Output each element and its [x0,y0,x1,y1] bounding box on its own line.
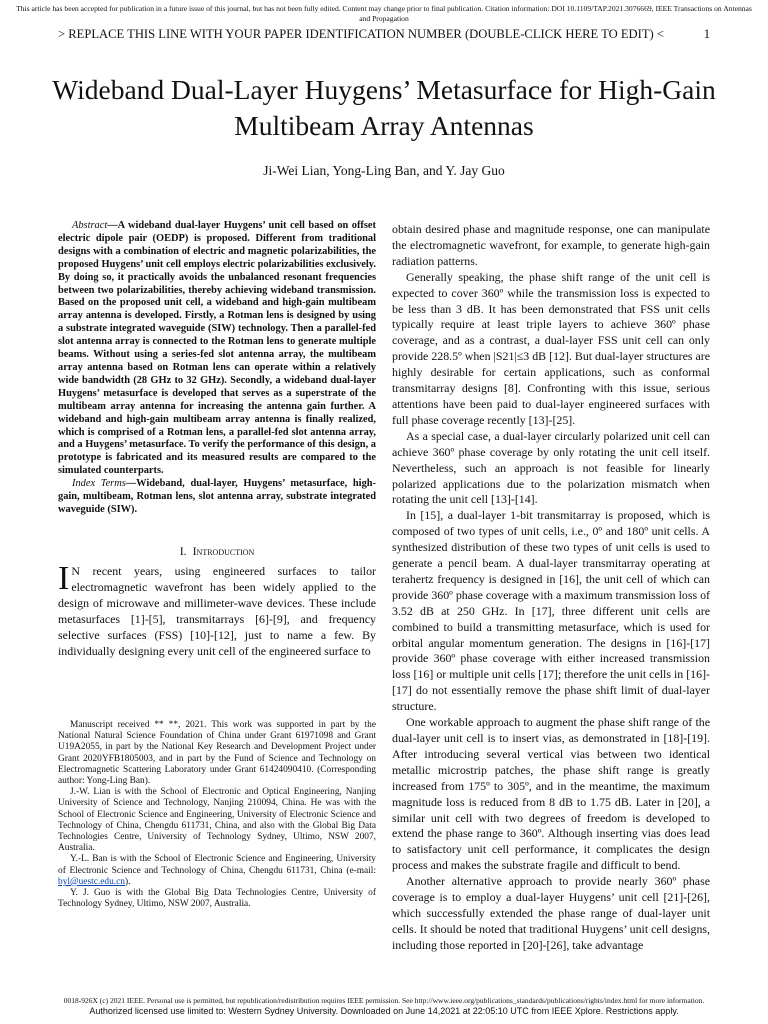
intro-paragraph [58,560,376,659]
footnote-lian: J.-W. Lian is with the School of Electronic and Optical Engineering, Nanjing University of Science and Technology, Nanjing 210094, China. He was with the School of Electronic Science and Engineering, University of Electronic Science and Technology of China, Chengdu 611731, China, and also with the Global Big Data Technologies Centre, University of Technology Sydney, Ultimo, NSW 2007, Australia. [58,787,376,854]
footnote-manuscript: Manuscript received ** **, 2021. This work was supported in part by the National Natural Science Foundation of China under Grant 61971098 and Grant U19A2055, in part by the National Key Research and Development Project under Grant 2020YFB1805003, and in part by the Fund of Science and Technology on Electromagnetic Scattering Laboratory under Grant 61424090410. (Corresponding author: Yong-Ling Ban). [58,720,376,787]
header-text: > REPLACE THIS LINE WITH YOUR PAPER IDENTIFICATION NUMBER (DOUBLE-CLICK HERE TO EDIT) < [58,27,664,41]
footnote-ban-text: Y.-L. Ban is with the School of Electronic Science and Engineering, University of Electronic Science and Technology of China, Chengdu 611731, China (e-mail: [58,854,376,876]
authorized-use-notice: Authorized licensed use limited to: Western Sydney University. Downloaded on June 14,2021 at 22:05:10 UTC from IEEE Xplore. Restrictions apply. [89,1006,679,1016]
abstract-text: —A wideband dual-layer Huygens’ unit cell based on offset electric dipole pair (OEDP) is proposed. Different from traditional designs with a combination of electric and magnetic polarizabilities, the proposed Huygens’ unit cell employs electric polarizabilities exclusively. By doing so, it practically avoids the unbalanced resonant frequencies between two polarizabilities, thereby achieving wideband transmission. Based on the proposed unit cell, a wideband and high-gain multibeam array antenna is developed. Firstly, a Rotman lens is designed by using a substrate integrated waveguide (SIW) technology. Then a parallel-fed slot antenna array is connected to the Rotman lens to generate multiple beams. Without using a series-fed slot antenna array, the multibeam array antenna based on Rotman lens can operate within a relatively wide bandwidth (28 GHz to 32 GHz). Secondly, a wideband dual-layer Huygens’ metasurface is developed that serves as a superstrate of the multibeam array antenna for increasing the antenna gain further. A wideband and high-gain multibeam array antenna is finally realized, which is comprised of a Rotman lens, a parallel-fed slot antenna array, and a Huygens’ metasurface. To verify the performance of this design, a prototype is fabricated and its measured results are compared to the simulated counterparts. [58,220,376,477]
copyright-notice: 0018-926X (c) 2021 IEEE. Personal use is permitted, but republication/redistribution requires IEEE permission. See http://www.ieee.org/publications_standards/publications/rights/index.html for more information. [63,996,705,1005]
body-paragraph: obtain desired phase and magnitude response, one can manipulate the electromagnetic wavefront, for example, to generate high-gain radiation patterns. [392,222,710,268]
drop-cap: I [58,560,70,598]
body-paragraph: Another alternative approach to provide nearly 360º phase coverage is to employ a dual-layer Huygens’ unit cell [21]-[26], which successfully extended the phase range of dual-layer unit cells. It should be noted that traditional Huygens’ unit cell designs, including those reported in [20]-[26], take advantage [392,874,710,952]
body-paragraph: As a special case, a dual-layer circularly polarized unit cell can achieve 360º phase coverage by only rotating the unit cell itself. Nevertheless, such an approach is not feasible for linearly polarized applications due to the polarization mismatch when rotating the unit cell [13]-[14]. [392,428,710,507]
running-header [58,27,710,42]
index-terms-label: Index Terms [72,478,126,490]
footnote-ban-tail: ). [124,876,131,887]
footnotes [58,720,376,910]
left-column [58,220,376,660]
intro-text: N recent years, using engineered surfaces to tailor electromagnetic wavefront has been widely applied to the design of microwave and millimeter-wave devices. These include metasurfaces [1]-[5], transmitarrays [6]-[9], and frequency selective surfaces (FSS) [10]-[12], just to name a few. By individually designing every unit cell of the engineered surface to [58,564,376,658]
body-paragraph: Generally speaking, the phase shift range of the unit cell is expected to cover 360º while the transmission loss is expected to be less than 3 dB. It has been demonstrated that FSS unit cells typically require at least triple layers to achieve 360º phase coverage, and as a contrast, a dual-layer FSS unit cell can only provide 228.5º when |S21|≤3 dB [12]. But dual-layer structures are highly desirable for certain applications, such as conformal transmitarray designs [8]. Confronting with this issue, serious attentions have been paid to dual-layer engineered surfaces with full phase coverage recently [13]-[25]. [392,269,710,427]
index-terms [58,478,376,517]
author-list: Ji-Wei Lian, Yong-Ling Ban, and Y. Jay Guo [263,163,505,178]
publication-notice: This article has been accepted for publication in a future issue of this journal, but has not been fully edited. Content may change prior to final publication. Citation information: DOI 10.1109/TAP.2021.3076669, IEEE Transactions on Antennas and Propagation [16,4,752,23]
paper-title: Wideband Dual-Layer Huygens’ Metasurface for High-Gain Multibeam Array Antennas [52,74,716,141]
body-paragraph: In [15], a dual-layer 1-bit transmitarray is proposed, which is composed of two types of unit cells, i.e., 0º and 180º unit cells. A synthesized distribution of these two types of unit cells is used to generate a pencil beam. A dual-layer transmitarray operating at terahertz frequency is designed in [16], the unit cell of which can provide 360º phase coverage with a maximum transmission loss of 3.52 dB at 250 GHz. In [17], three different unit cells are combined to build a transmitting metasurface, which is used for orbital angular momentum generation. The designs in [16]-[17] provide 360º phase coverage with either increased transmission loss [16] or multiple unit cells [17]; therefore the unit cells in [16]-[17] do not essentially remove the phase shift limit of dual-layer structure. [392,508,710,714]
index-terms-text: —Wideband, dual-layer, Huygens’ metasurface, high-gain, multibeam, Rotman lens, slot antenna array, substrate integrated waveguide (SIW). [58,478,376,515]
page-number: 1 [703,27,710,41]
footnote-ban [58,854,376,888]
abstract-label: Abstract [72,220,108,231]
section-numeral: I. [179,543,187,558]
footnote-guo: Y. J. Guo is with the Global Big Data Technologies Centre, University of Technology Sydney, Ultimo, NSW 2007, Australia. [58,888,376,910]
right-column [392,222,710,954]
section-heading [58,545,376,558]
abstract [58,220,376,478]
section-name: Introduction [192,543,255,558]
email-link[interactable]: byl@uestc.edu.cn [58,876,125,887]
body-paragraph: One workable approach to augment the phase shift range of the dual-layer unit cell is to insert vias, as demonstrated in [18]-[19]. After introducing several vertical vias between two identical metallic microstrip patches, the phase shift range is greatly increased from 175º to 305º, and in the meantime, the maximum magnitude loss is reduced from 8 dB to 1.75 dB. Later in [20], a similar unit cell with two degrees of freedom is developed to extend the phase range to 360º. Although inserting vias does lead to satisfactory unit cell performance, it complicates the design process and makes the substrate fragile and difficult to bend. [392,715,710,873]
